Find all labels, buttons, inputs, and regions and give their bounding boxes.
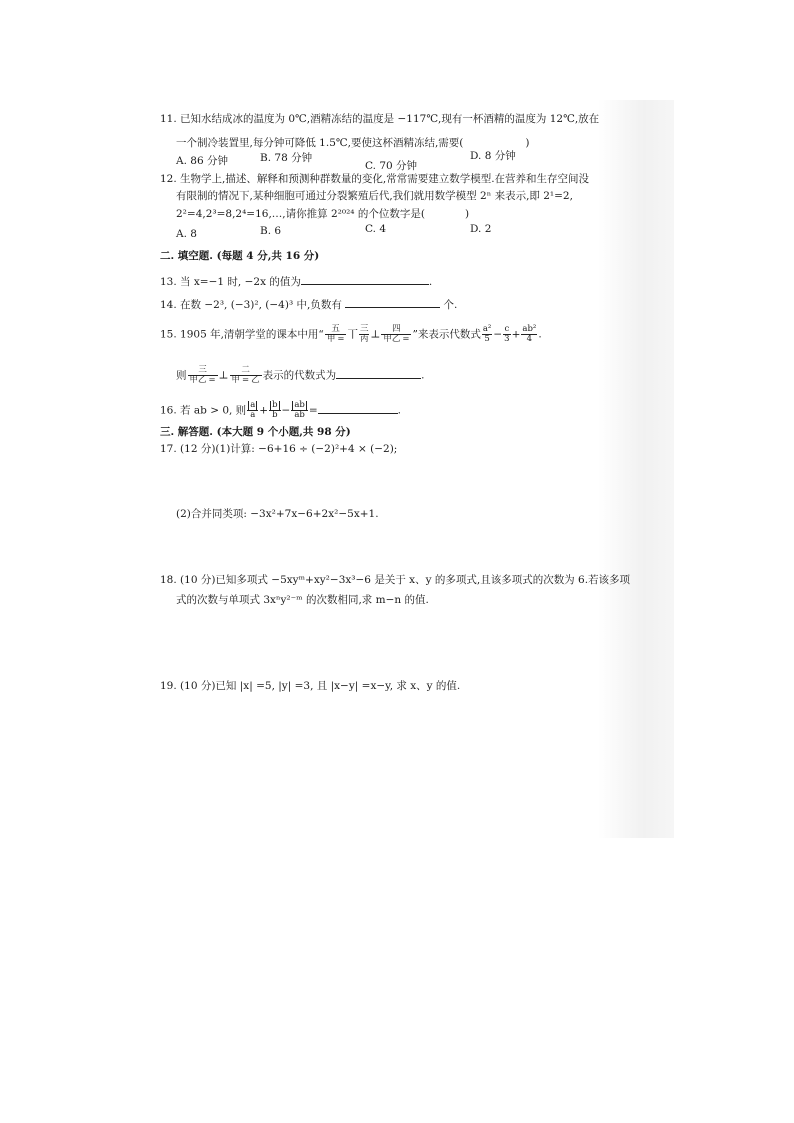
q15-e1-den: 5 (484, 334, 490, 344)
q15-ask-perp: ⊥ (218, 369, 229, 382)
q15-mid-text: ”来表示代数式 (412, 328, 481, 341)
q16-end: . (397, 404, 402, 417)
q15-g1-den: 甲乙 = (189, 375, 216, 385)
q15-ask-frac-1 (188, 366, 218, 385)
q15-line2-lead: 则 (176, 369, 187, 382)
q12-line3 (176, 208, 469, 221)
q12-line1: 12. 生物学上,描述、解释和预测种群数量的变化,常常需要建立数学模型.在营养和生存空间没 (160, 173, 590, 185)
q12-option-b: B. 6 (260, 225, 282, 237)
q15-symbol-frac-2 (359, 325, 370, 344)
q16-frac-a (247, 401, 258, 420)
section-solutions-heading: 三. 解答题. (本大题 9 个小题,共 98 分) (160, 426, 351, 438)
q15-g2-num: 二 (230, 366, 262, 376)
q15-line2-mid: 表示的代数式为 (262, 369, 337, 382)
q17-part1: 17. (12 分)(1)计算: −6+16 ÷ (−2)²+4 × (−2); (160, 443, 398, 455)
q11-option-b: B. 78 分钟 (260, 152, 313, 164)
q16-minus: − (281, 404, 291, 417)
q15-f1-den: 甲 = (326, 334, 345, 344)
q18-line2: 式的次数与单项式 3xⁿy²⁻ᵐ 的次数相同,求 m−n 的值. (176, 594, 429, 606)
q16-a-den: a (250, 410, 256, 420)
q14-end: 个. (443, 299, 458, 311)
q16-ab-num: ab (291, 401, 308, 411)
q15-e3-den: 4 (526, 334, 533, 344)
q15-symbol-frac-3 (381, 325, 411, 344)
q17-part2: (2)合并同类项: −3x²+7x−6+2x²−5x+1. (176, 508, 379, 520)
q15-f1-num: 五 (325, 325, 347, 335)
q13 (160, 274, 432, 289)
q16 (160, 401, 401, 420)
q15-lead: 15. 1905 年,清朝学堂的课本中用“ (160, 328, 324, 341)
q16-b-den: b (272, 410, 278, 420)
q11-option-a: A. 86 分钟 (176, 155, 228, 167)
q15-e2-den: 3 (504, 334, 510, 344)
q15-dot: . (538, 328, 542, 341)
q15-ask-frac-2 (230, 366, 262, 385)
q14-text: 14. 在数 −2³, (−3)², (−4)³ 中,负数有 (160, 299, 342, 311)
q16-lead: 16. 若 ab > 0, 则 (160, 404, 247, 417)
q15-line2-end: . (421, 369, 425, 382)
q12-option-d: D. 2 (470, 223, 492, 235)
q19-line1: 19. (10 分)已知 |x| =5, |y| =3, 且 |x−y| =x−y, 求 x、y 的值. (160, 680, 461, 692)
q15-t-symbol: 丅 (347, 328, 358, 341)
q15-plus: + (511, 328, 521, 341)
q16-ab-den: ab (294, 410, 305, 420)
q12-paren-close: ) (464, 208, 470, 220)
q16-frac-ab (291, 401, 308, 420)
q18-line1: 18. (10 分)已知多项式 −5xyᵐ+xy²−3x³−6 是关于 x、y 的多项式,且该多项式的次数为 6.若该多项 (160, 574, 631, 586)
q11-line1: 11. 已知水结成冰的温度为 0℃,酒精冻结的温度是 −117℃,现有一杯酒精的温度为 12℃,放在 (160, 113, 600, 125)
q12-option-a: A. 8 (176, 228, 197, 240)
q15-f3-num: 四 (381, 325, 411, 335)
q15-symbol-frac-1 (325, 325, 347, 344)
q12-line2: 有限制的情况下,某种细胞可通过分裂繁殖后代,我们就用数学模型 2ⁿ 来表示,即 2¹=2, (176, 190, 573, 202)
q11-line2 (176, 137, 530, 150)
q16-answer-blank (318, 403, 398, 414)
q11-paren-close: ) (525, 137, 530, 149)
q15-e1-num: a² (482, 324, 492, 334)
q15-expr-frac-3 (521, 325, 537, 344)
q11-option-c: C. 70 分钟 (365, 160, 418, 172)
q13-end: . (428, 276, 433, 288)
q15-expr-frac-2 (503, 325, 510, 344)
q15-expr-frac-1 (482, 325, 492, 344)
q16-frac-b (269, 401, 280, 420)
q11-option-d: D. 8 分钟 (470, 150, 516, 162)
scan-shadow-edge (598, 100, 674, 838)
q13-answer-blank (301, 274, 429, 285)
q16-plus: + (259, 404, 269, 417)
q13-text: 13. 当 x=−1 时, −2x 的值为 (160, 276, 301, 288)
q16-a-num: a (247, 401, 258, 411)
q14-answer-blank (345, 297, 440, 308)
q15-f2-den: 丙 (359, 334, 369, 344)
q15-answer-blank (336, 368, 421, 379)
q15-line1 (160, 325, 542, 344)
q14 (160, 297, 457, 312)
q15-g1-num: 三 (188, 366, 218, 376)
q15-e3-num: ab² (522, 324, 537, 334)
q16-b-num: b (269, 401, 280, 411)
section-fill-in-heading: 二. 填空题. (每题 4 分,共 16 分) (160, 250, 320, 262)
q15-perp-symbol: ⊥ (370, 328, 381, 341)
q11-stem-end: 一个制冷装置里,每分钟可降低 1.5℃,要使这杯酒精冻结,需要( (176, 137, 464, 149)
q15-line2 (176, 366, 425, 385)
q16-eq: = (308, 404, 318, 417)
q15-f2-num: 三 (359, 324, 369, 334)
q12-stem-end: 2²=4,2³=8,2⁴=16,…,请你推算 2²⁰²⁴ 的个位数字是( (176, 208, 425, 220)
q15-g2-den: 甲 = 乙 (231, 375, 260, 385)
q15-e2-num: c (504, 324, 510, 334)
q15-f3-den: 甲乙 = (383, 334, 410, 344)
q12-option-c: C. 4 (365, 223, 387, 235)
q15-minus: − (493, 328, 503, 341)
